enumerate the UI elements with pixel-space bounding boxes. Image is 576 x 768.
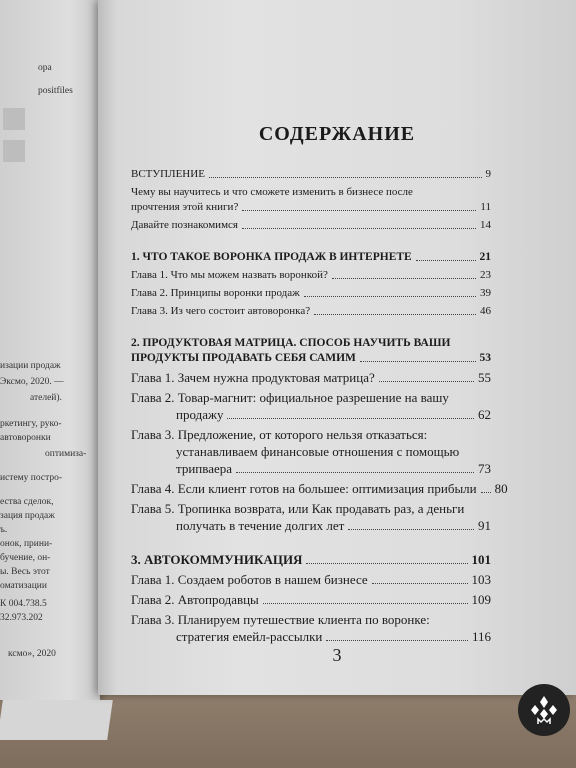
toc-entry-label: Глава 2. Принципы воронки продаж: [131, 287, 300, 299]
toc-entry: [131, 304, 491, 319]
toc-section-2-line: 2. ПРОДУКТОВАЯ МАТРИЦА. СПОСОБ НАУЧИТЬ ВАШИ: [131, 337, 451, 349]
toc-section-label: ПРОДУКТЫ ПРОДАВАТЬ СЕБЯ САМИМ: [131, 352, 356, 364]
left-page-line: К 004.738.5: [0, 599, 47, 609]
toc-entry-label: прочтения этой книги?: [131, 201, 239, 213]
toc-page-number: 62: [478, 407, 491, 422]
toc-entry-label: Глава 1. Что мы можем назвать воронкой?: [131, 269, 328, 281]
toc-page-number: 9: [485, 168, 491, 180]
toc-page-number: 109: [471, 592, 491, 607]
dot-leader: [304, 296, 476, 297]
toc-entry: [131, 286, 491, 301]
page-title: СОДЕРЖАНИЕ: [258, 123, 416, 145]
previous-page: [0, 0, 100, 700]
dot-leader: [379, 381, 474, 382]
left-page-line: ателей).: [30, 393, 62, 403]
left-page-line: Эксмо, 2020. —: [0, 377, 64, 387]
toc-section-2: [131, 351, 491, 366]
left-page-line: онок, прини-: [0, 539, 53, 549]
toc-entry: [131, 571, 491, 588]
toc-page-number: 39: [480, 287, 491, 299]
dot-leader: [372, 583, 468, 584]
left-page-line: изации продаж: [0, 361, 61, 371]
left-page-line: 32.973.202: [0, 613, 43, 623]
toc-entry-label: Глава 2. Автопродавцы: [131, 592, 259, 607]
dot-leader: [306, 563, 467, 564]
toc-entry: [131, 628, 491, 645]
toc-section-1: [131, 250, 491, 265]
left-page-line: оматизации: [0, 581, 47, 591]
toc-entry: [131, 480, 508, 497]
toc-entry-line: Глава 2. Товар-магнит: официальное разрешение на вашу: [131, 390, 449, 405]
left-page-line: истему постро-: [0, 473, 63, 483]
toc-entry: [131, 218, 491, 233]
toc-entry-label: Глава 4. Если клиент готов на большее: оптимизация прибыли: [131, 481, 477, 496]
toc-entry-label: Глава 3. Из чего состоит автоворонка?: [131, 305, 311, 317]
toc-entry-line: Глава 3. Предложение, от которого нельзя отказаться:: [131, 427, 428, 442]
toc-entry-line: Глава 5. Тропинка возврата, или Как продавать раз, а деньги: [131, 501, 465, 516]
toc-section-label: 1. ЧТО ТАКОЕ ВОРОНКА ПРОДАЖ В ИНТЕРНЕТЕ: [131, 251, 412, 263]
toc-entry: [131, 591, 491, 608]
dot-leader: [326, 640, 468, 641]
toc-page-number: 46: [480, 305, 491, 317]
toc-entry-label: Давайте познакомимся: [131, 219, 238, 231]
dot-leader: [360, 361, 476, 362]
dot-leader: [314, 314, 476, 315]
left-page-graphic: [3, 140, 25, 162]
dot-leader: [416, 260, 476, 261]
toc-section-3: [131, 551, 491, 568]
toc-entry-label: Глава 1. Зачем нужна продуктовая матрица?: [131, 370, 375, 385]
left-page-line: зация продаж: [0, 511, 55, 521]
dot-leader: [227, 418, 474, 419]
watermark-logo-icon: [518, 684, 570, 736]
toc-entry: [131, 517, 491, 534]
left-page-line: ъ.: [0, 525, 8, 535]
table-of-contents: [131, 164, 508, 645]
toc-entry-label: Глава 1. Создаем роботов в нашем бизнесе: [131, 572, 368, 587]
toc-page-number: 103: [471, 572, 491, 587]
toc-entry: [131, 268, 491, 283]
toc-entry-label: ВСТУПЛЕНИЕ: [131, 168, 205, 180]
toc-section-label: 3. АВТОКОММУНИКАЦИЯ: [131, 552, 303, 567]
left-page-graphic: [3, 108, 25, 130]
dot-leader: [263, 603, 468, 604]
toc-page-number: 80: [494, 481, 508, 496]
dot-leader: [209, 177, 482, 178]
toc-entry-intro: [131, 167, 491, 182]
toc-entry-label: продажу: [176, 407, 224, 422]
toc-page-number: 116: [471, 629, 491, 644]
toc-page-number: 73: [478, 461, 491, 476]
left-page-line: ы. Весь этот: [0, 567, 50, 577]
toc-entry: [131, 406, 491, 423]
left-page-line: оптимиза-: [45, 449, 87, 459]
toc-page-number: 21: [479, 251, 491, 263]
toc-entry-label: трипваера: [176, 461, 233, 476]
toc-page-number: 23: [480, 269, 491, 281]
toc-entry-label: стратегия емейл-рассылки: [176, 629, 323, 644]
toc-entry: [131, 200, 491, 215]
toc-page-number: 53: [479, 352, 491, 364]
toc-entry-label: получать в течение долгих лет: [176, 518, 345, 533]
dot-leader: [242, 210, 476, 211]
left-page-line: ора: [38, 63, 52, 73]
toc-entry: [131, 460, 491, 477]
page-number: 3: [332, 645, 342, 665]
dot-leader: [332, 278, 476, 279]
toc-entry-line: Глава 3. Планируем путешествие клиента по воронке:: [131, 612, 430, 627]
toc-page-number: 11: [480, 201, 491, 213]
dot-leader: [481, 492, 491, 493]
toc-entry: [131, 369, 491, 386]
dot-leader: [348, 529, 474, 530]
toc-entry-line: устанавливаем финансовые отношения с помощью: [176, 444, 460, 459]
page-edge: [0, 700, 113, 740]
toc-entry-line: Чему вы научитесь и что сможете изменить в бизнесе после: [131, 186, 413, 198]
toc-page-number: 14: [480, 219, 491, 231]
toc-page-number: 55: [478, 370, 491, 385]
dot-leader: [236, 472, 474, 473]
dot-leader: [242, 228, 476, 229]
left-page-line: ксмо», 2020: [8, 649, 56, 659]
left-page-line: ества сделок,: [0, 497, 54, 507]
left-page-line: бучение, он-: [0, 553, 51, 563]
left-page-line: ркетингу, руко-: [0, 419, 62, 429]
contents-page: [98, 0, 576, 695]
toc-page-number: 91: [478, 518, 491, 533]
left-page-line: автоворонки: [0, 433, 51, 443]
left-page-line: positfiles: [38, 86, 73, 96]
toc-page-number: 101: [471, 552, 491, 567]
